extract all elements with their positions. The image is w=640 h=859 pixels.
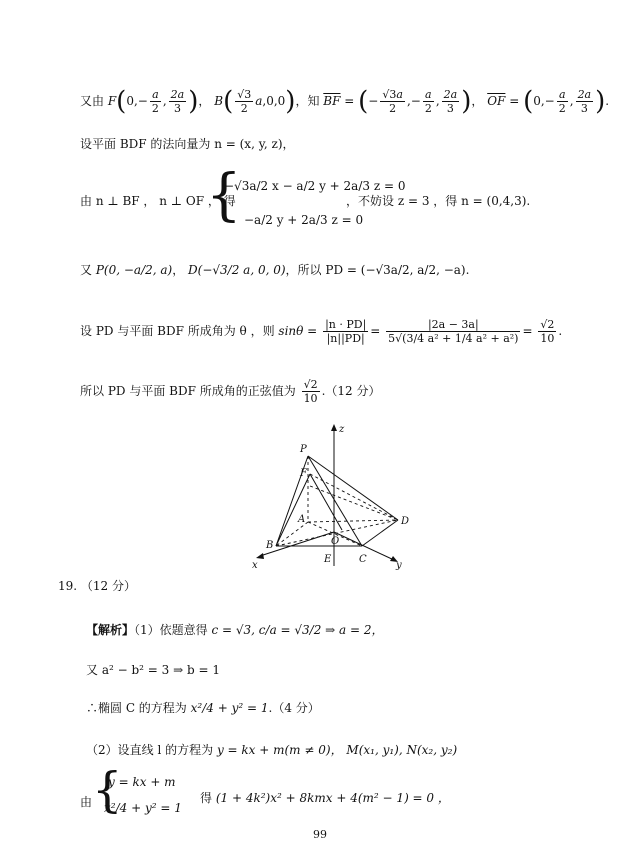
edge-AD [308,520,398,522]
comma: ， [471,94,484,108]
system2-eq-1: y = kx + m [108,775,176,789]
points-MN: M(x₁, y₁), N(x₂, y₂) [346,743,458,757]
line-11-prefix: 由 [80,795,93,809]
system-eq-2: −a/2 y + 2a/3 z = 0 [244,213,364,227]
score: .（4 分） [268,701,320,715]
text: 得 [200,791,213,805]
vec-PD: PD = (−√3a/2, a/2, −a). [325,263,470,277]
frac2-num: |2a − 3a| [386,318,520,332]
line-equation: y = kx + m(m ≠ 0)， [216,743,343,757]
text: （2）设直线 l 的方程为 [86,743,214,757]
system-eq-1: −√3a/2 x − a/2 y + 2a/3 z = 0 [224,179,406,193]
text: ，知 [295,94,320,108]
question-19-header [58,578,640,594]
x-arrow [256,553,264,559]
label-x: x [252,560,258,571]
answer-num: √2 [303,378,318,391]
line-1: 又由 F(0,− $\frac{a}{2}$ , $\frac{2a}{3}$ )， B( $\frac{√3}{2}$ a,0,0)，知 $\overline{BF}$ = (− $\frac{√3a}{2}$ ,− $\frac{a}{2}$ , $\frac{2a}{3}$ )， $\overline{OF} = (0,-$ $\frac{a}{2}$ , $\frac{2a}{3}$ ). [80,86,610,117]
label-F: F [300,468,307,479]
geometry-figure [238,416,418,572]
line-6 [80,378,640,405]
text: ∴椭圆 C 的方程为 [86,701,187,715]
score: .（12 分） [321,384,381,398]
line-2: 设平面 BDF 的法向量为 n = (x, y, z)， [80,137,295,151]
rhs-num: √2 [540,318,555,331]
text: 又由 [80,94,105,108]
line-3-prefix: 由 n ⊥ BF ， n ⊥ OF ， 得 [80,194,236,208]
rhs-den: 10 [540,332,555,345]
page-number: 99 [313,828,327,841]
question-number: 19. [58,579,78,593]
label-A: A [298,514,306,525]
formula: c = √3, c/a = √3/2 ⇒ a = 2， [211,623,384,637]
point-D: D(−√3/2 a, 0, 0) [188,263,286,277]
text: 所以 PD 与平面 BDF 所成角的正弦值为 [80,384,296,398]
left-brace-2: { [92,762,123,818]
point-P: P(0, −a/2, a) [95,263,173,277]
quadratic-result: (1 + 4k²)x² + 8kmx + 4(m² − 1) = 0 ， [215,791,450,805]
left-brace: { [206,163,242,228]
analysis-tag: 【解析】 [86,623,135,637]
label-z: z [339,424,345,435]
line-9 [86,700,640,716]
ellipse-equation: x²/4 + y² = 1 [190,701,269,715]
line-8: 又 a² − b² = 3 ⇒ b = 1 [86,663,220,677]
line-10 [86,742,640,758]
label-O: O [331,536,340,547]
label-E: E [324,554,332,565]
comma: ， [198,94,211,108]
text: ，所以 [285,263,322,277]
label-B: B [266,540,274,551]
edge-CD [362,520,398,546]
text: （1）依题意得 [134,623,208,637]
vec-OF: $\overline{OF}$ [487,94,506,108]
system2-eq-2: x²/4 + y² = 1 [104,801,182,815]
point-B: B [214,94,224,108]
text: 又 [80,263,93,277]
question-score: （12 分） [80,579,137,593]
point-F: F [107,94,117,108]
line-3-mid [346,193,640,209]
sin-lhs: sinθ = [278,324,318,338]
text: ，不妨设 z = 3 ，得 [346,194,458,208]
edge-PD [308,456,398,520]
text: 设 PD 与平面 BDF 所成角为 θ ，则 [80,324,275,338]
label-P: P [300,444,307,455]
line-4: 又 P(0, −a/2, a)， D(−√3/2 a, 0, 0)，所以 PD = (−√3a/2, a/2, −a). [80,263,470,277]
normal-vector-result: n = (0,4,3). [461,194,531,208]
line-11-result [200,790,640,806]
line-5: 设 PD 与平面 BDF 所成角为 θ ，则 sinθ = $\frac{|n \cdot PD|}{|n||PD|}$ = $\frac{|2a - 3a|}{\text{5√(3/4 a² + 1/4 a² + a²)}}$ = $\frac{√2}{10}$ . [80,318,563,345]
edge-BF [276,474,310,546]
z-arrow [331,424,337,431]
period: . [558,324,563,338]
frac2-den: 5√(3/4 a² + 1/4 a² + a²) [388,332,519,345]
frac1-num: |n · PD| [325,318,367,331]
label-D: D [401,516,410,527]
vec-BF: $\overline{BF}$ [323,94,341,108]
answer-den: 10 [303,392,318,405]
label-C: C [359,554,367,565]
edge-aux [310,486,398,520]
line-7 [86,622,640,638]
label-y: y [396,560,402,571]
frac1-den: |n||PD| [326,332,365,345]
